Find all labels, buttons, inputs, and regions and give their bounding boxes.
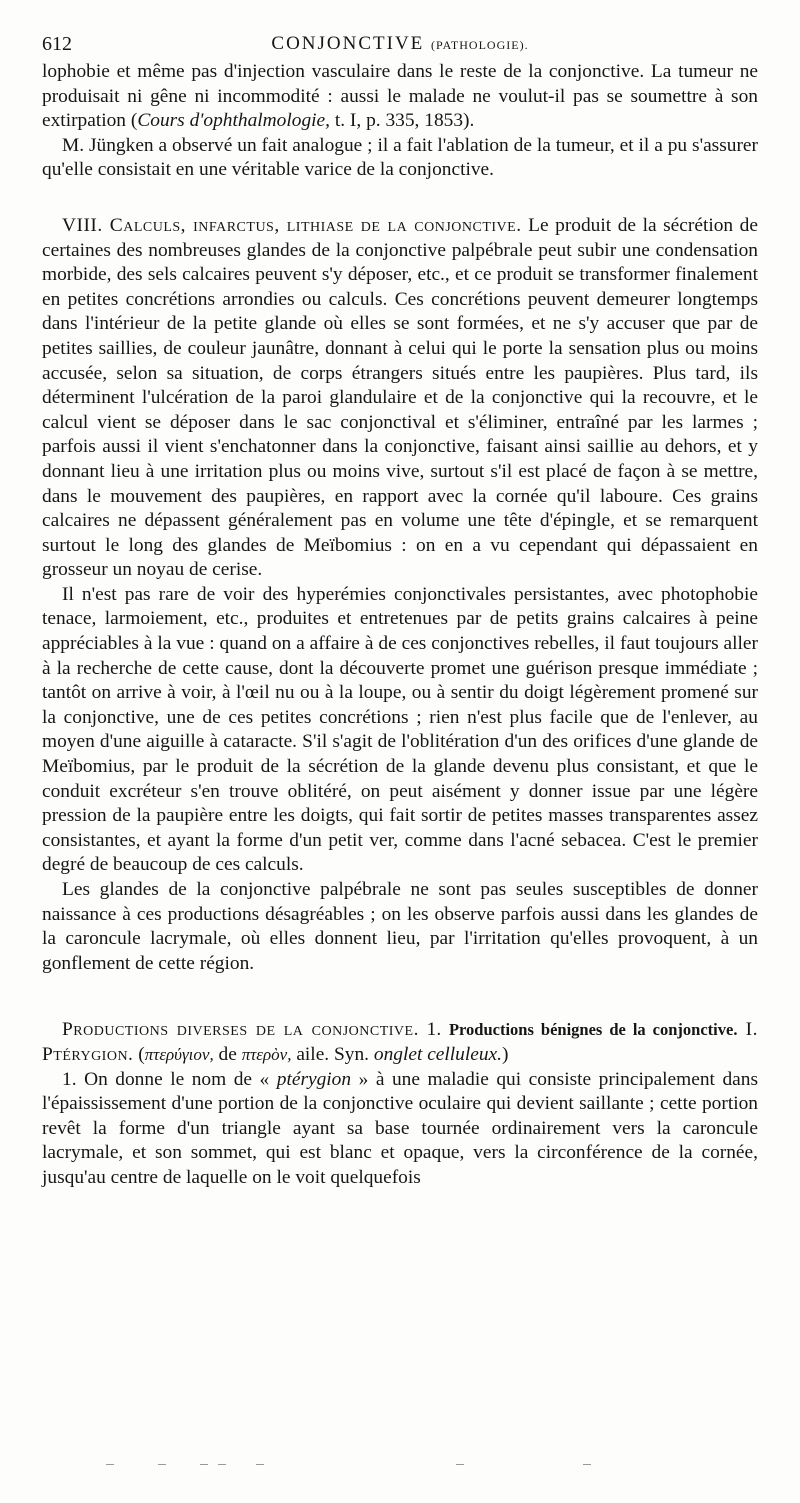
running-title: CONJONCTIVE — [271, 33, 425, 54]
paragraph-1-end: t. I, p. 335, 1853). — [330, 110, 475, 132]
subsection-heading: Productions bénignes de la conjonctive. — [448, 1020, 738, 1040]
footer-mark — [256, 1464, 264, 1465]
greek-word-2: πτερὸν, — [241, 1044, 292, 1064]
citation: Cours d'ophthalmologie, — [137, 110, 330, 132]
synonym-label: aile. Syn. — [291, 1043, 374, 1065]
footer-mark — [583, 1464, 591, 1465]
footer-mark — [158, 1464, 166, 1465]
body-text — [42, 60, 758, 1191]
page-number: 612 — [42, 33, 72, 55]
page-header — [42, 0, 758, 60]
paragraph-7-text: » à une maladie qui consiste principalement dans l'épaississement d'une portion de la conjonctive oculaire qui devient saillante ; cette portion revêt la forme d'un triangle ayant sa base tournée ordinairement vers la caroncule lacrymale, et son sommet, qui est blanc et opaque, vers la circonférence de la cornée, jusqu'au centre de laquelle on le voit quelquefois — [42, 1068, 759, 1188]
pterygion-heading: I. Ptérygion. — [42, 1019, 758, 1065]
paren-open: ( — [133, 1043, 145, 1065]
footer-mark — [456, 1464, 464, 1465]
paragraph-2: M. Jüngken a observé un fait analogue ; il a fait l'ablation de la tumeur, et il a pu s'assurer qu'elle consistait en une véritable varice de la conjonctive. — [42, 134, 758, 181]
paragraph-1 — [42, 60, 758, 134]
footer-mark — [200, 1464, 208, 1465]
paragraph-5: Les glandes de la conjonctive palpébrale ne sont pas seules susceptibles de donner naissance à ces productions désagréables ; on les observe parfois aussi dans les glandes de la caroncule lacrymale, où elles donnent lieu, par l'irritation qu'elles provoquent, à un gonflement de cette région. — [42, 879, 758, 974]
footer-mark — [218, 1464, 226, 1465]
word-de: de — [213, 1043, 242, 1065]
running-subtitle: (PATHOLOGIE). — [431, 38, 529, 52]
section-heading-productions: Productions diverses de la conjonctive. — [62, 1019, 419, 1041]
paragraph-1-text: lophobie et même pas d'injection vasculaire dans le reste de la conjonctive. La tumeur ne produisait ni gêne ni incommodité : aussi le malade ne voulut-il pas se soumettre à son extirpation ( — [42, 61, 758, 132]
paragraph-6 — [42, 1018, 758, 1067]
paragraph-4: Il n'est pas rare de voir des hyperémies conjonctivales persistantes, avec photophobie tenace, larmoiement, etc., produites et entretenues par de petits grains calcaires à peine appréciables à la vue : quand on a affaire à de ces conjonctives rebelles, il faut toujours aller à la recherche de cette cause, dont la découverte promet une guérison presque immédiate ; tantôt on arrive à voir, à l'œil nu ou à la loupe, ou à sentir du doigt légèrement promené sur la conjonctive, une de ces petites concrétions ; rien n'est plus facile que de l'enlever, au moyen d'une aiguille à cataracte. S'il s'agit de l'oblitération d'un des orifices d'une glande de Meïbomius, par le produit de la sécrétion de la glande devenu plus consistant, et que le conduit excréteur s'en trouve oblitéré, on peut aisément y donner issue par une légère pression de la paupière entre les doigts, qui fait sortir de petites masses transparentes assez consistantes, et ayant la forme d'un petit ver, comme dans l'acné sebacea. C'est le premier degré de beaucoup de ces calculs. — [42, 583, 758, 876]
footer-marks — [0, 1464, 800, 1468]
section-number: 1. — [418, 1019, 449, 1041]
footer-mark — [106, 1464, 114, 1465]
paragraph-3-text: Le produit de la sécrétion de certaines des nombreuses glandes de la conjonctive palpébrale peut subir une condensation morbide, des sels calcaires peuvent s'y déposer, etc., et ce produit se transformer finalement en petites concrétions arrondies ou calculs. Ces concrétions peuvent demeurer longtemps dans l'intérieur de la petite glande où elles se sont formées, et ne s'y accuser que par de petites saillies, de couleur jaunâtre, donnant à celui qui le porte la sensation plus ou moins accusée, selon sa situation, de corps étrangers situés entre les paupières. Plus tard, ils déterminent l'ulcération de la paroi glandulaire et de la conjonctive qui la recouvre, et le calcul vient se déposer dans le sac conjonctival et s'éliminer, entraîné par les larmes ; parfois aussi il vient s'enchatonner dans la conjonctive, faisant ainsi saillie au dehors, et y donnant lieu à une irritation plus ou moins vive, surtout s'il est placé de façon à se mettre, dans le mouvement des paupières, en rapport avec la cornée qu'il laboure. Ces grains calcaires ne dépassent généralement pas en volume une tête d'épingle, et se remarquent surtout le long des glandes de Meïbomius : on en a vu cependant qui dépassaient en grosseur un noyau de cerise. — [42, 214, 758, 581]
paragraph-7 — [42, 1068, 758, 1191]
paragraph-3 — [42, 214, 758, 583]
term-pterygion: ptérygion — [276, 1068, 352, 1090]
paren-close: ) — [502, 1043, 509, 1065]
paragraph-7-start: 1. On donne le nom de « — [62, 1068, 277, 1090]
greek-word-1: πτερύγιον, — [144, 1044, 214, 1064]
running-head — [42, 33, 758, 55]
synonym: onglet celluleux. — [373, 1043, 503, 1065]
section-heading-viii: VIII. Calculs, infarctus, lithiase de la conjonctive. — [62, 214, 522, 236]
